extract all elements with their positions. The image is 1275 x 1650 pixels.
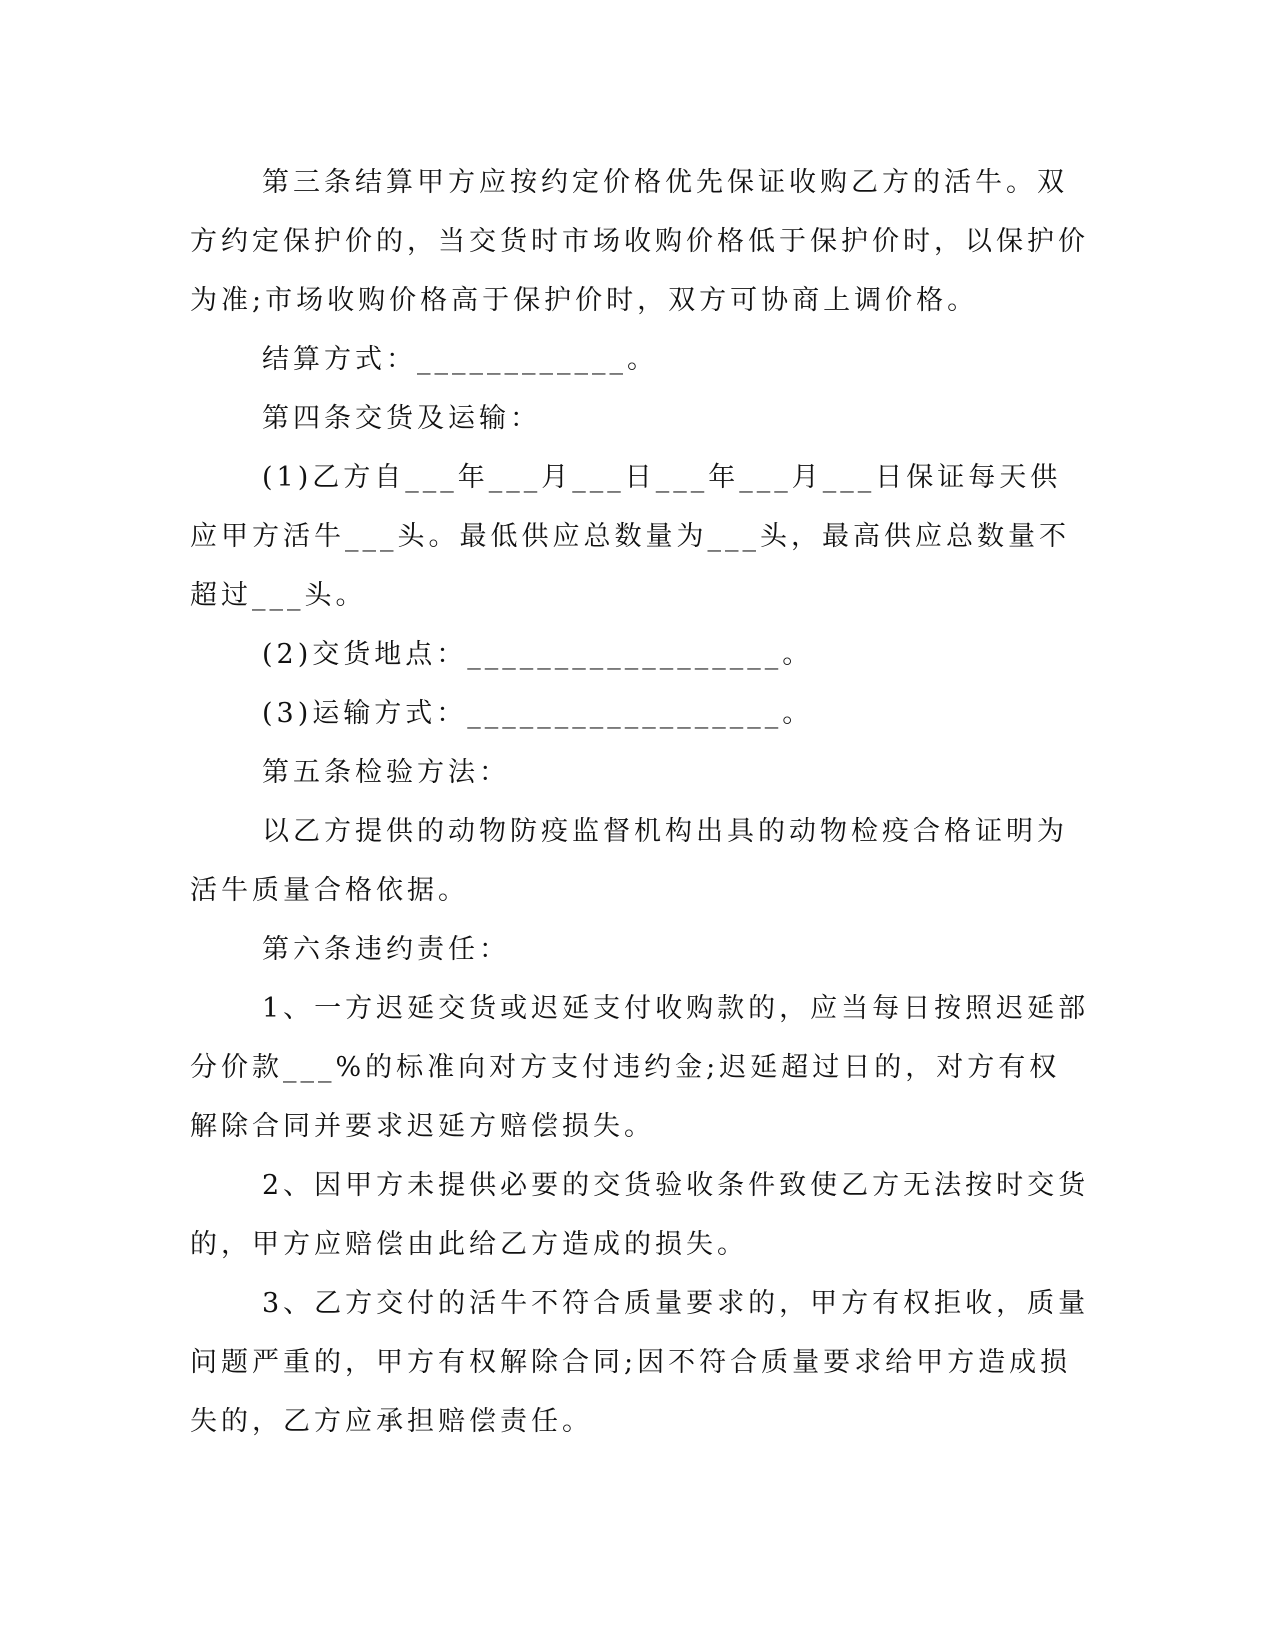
clause-6-item-3: 3、乙方交付的活牛不符合质量要求的，甲方有权拒收，质量问题严重的，甲方有权解除合同;因不符合质量要求给甲方造成损失的，乙方应承担赔偿责任。 <box>190 1288 1090 1437</box>
clause-3-settlement: 第三条结算甲方应按约定价格优先保证收购乙方的活牛。双方约定保护价的，当交货时市场收购价格低于保护价时，以保护价为准;市场收购价格高于保护价时，双方可协商上调价格。 <box>190 167 1089 316</box>
clause-4-item-3: (3)运输方式：__________________。 <box>262 698 814 729</box>
clause-4-heading: 第四条交货及运输： <box>262 403 541 434</box>
clause-6-heading: 第六条违约责任： <box>262 934 510 965</box>
settlement-method: 结算方式：____________。 <box>262 344 658 375</box>
clause-5-heading: 第五条检验方法： <box>262 757 510 788</box>
document-page <box>190 153 1090 1451</box>
clause-5-body: 以乙方提供的动物防疫监督机构出具的动物检疫合格证明为活牛质量合格依据。 <box>190 816 1068 906</box>
clause-4-item-1: (1)乙方自___年___月___日___年___月___日保证每天供应甲方活牛___头。最低供应总数量为___头，最高供应总数量不超过___头。 <box>190 462 1070 611</box>
clause-4-item-2: (2)交货地点：__________________。 <box>262 639 814 670</box>
clause-6-item-1: 1、一方迟延交货或迟延支付收购款的，应当每日按照迟延部分价款___%的标准向对方支付违约金;迟延超过日的，对方有权解除合同并要求迟延方赔偿损失。 <box>190 993 1090 1142</box>
clause-6-item-2: 2、因甲方未提供必要的交货验收条件致使乙方无法按时交货的，甲方应赔偿由此给乙方造成的损失。 <box>190 1170 1090 1260</box>
